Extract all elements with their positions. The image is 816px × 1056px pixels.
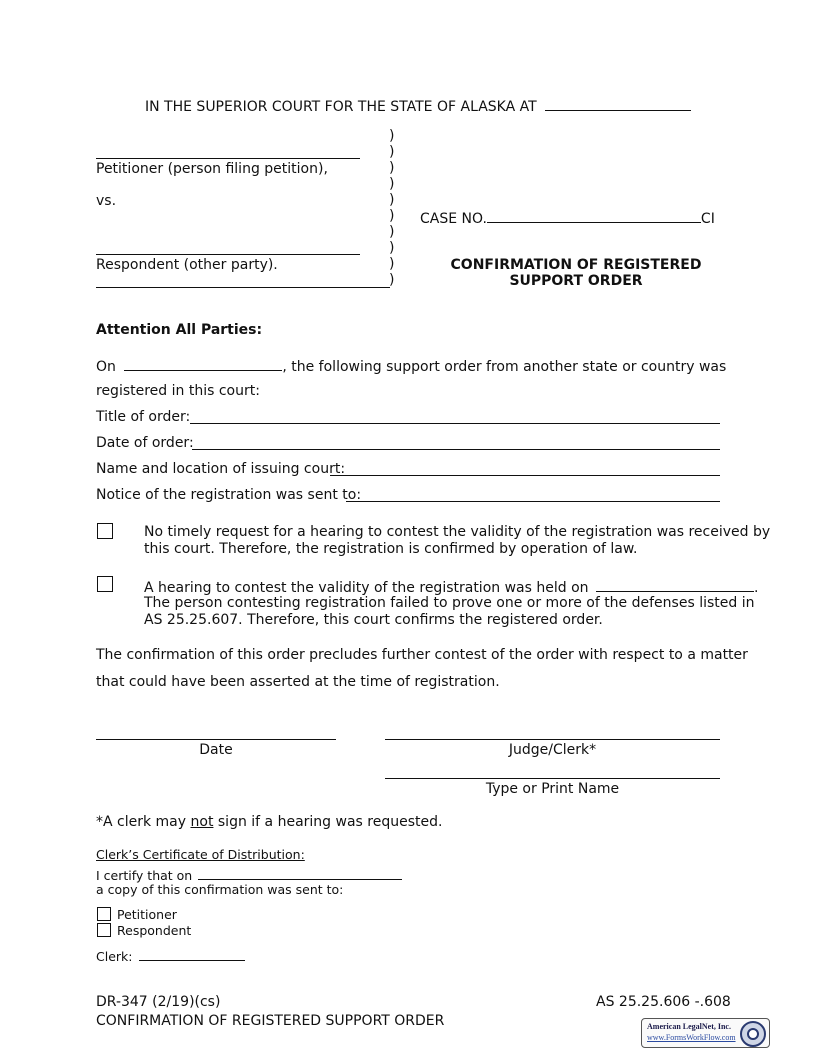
respondent-name-line[interactable]	[96, 254, 360, 255]
date-signature-line[interactable]	[96, 739, 336, 740]
option2-line1-text: A hearing to contest the validity of the registration was held on	[144, 580, 589, 596]
registration-date-field[interactable]	[124, 356, 282, 371]
on-sentence-rest: , the following support order from another state or country was	[282, 359, 727, 375]
option1-line2: this court. Therefore, the registration is confirmed by operation of law.	[144, 541, 638, 557]
issuing-court-field[interactable]	[330, 475, 720, 476]
date-of-order-field[interactable]	[192, 449, 720, 450]
form-title-line2: SUPPORT ORDER	[509, 273, 643, 289]
petitioner-label: Petitioner (person filing petition),	[96, 161, 328, 177]
print-name-label: Type or Print Name	[485, 781, 620, 797]
caption-bottom-line	[96, 287, 390, 288]
court-heading	[145, 96, 691, 116]
case-number-suffix: CI	[700, 211, 715, 227]
form-code: DR-347 (2/19)(cs)	[96, 994, 221, 1010]
caption-paren: )	[389, 176, 395, 192]
date-of-order-label: Date of order:	[96, 435, 194, 451]
copy-sent-label: a copy of this confirmation was sent to:	[96, 882, 344, 897]
respondent-label: Respondent (other party).	[96, 257, 278, 273]
no-hearing-checkbox[interactable]	[97, 523, 113, 539]
registered-text: registered in this court:	[96, 383, 260, 399]
judge-clerk-label: Judge/Clerk*	[508, 742, 597, 758]
certify-date-field[interactable]	[198, 866, 402, 880]
case-number-label: CASE NO.	[420, 211, 487, 227]
option2-period: .	[753, 580, 759, 596]
option1-line1: No timely request for a hearing to contest the validity of the registration was received by	[144, 524, 771, 540]
statute-reference: AS 25.25.606 -.608	[596, 994, 731, 1010]
logo-company-name: American LegalNet, Inc.	[647, 1022, 731, 1031]
publisher-logo[interactable]	[641, 1018, 770, 1048]
case-number	[420, 208, 715, 228]
notice-sent-field[interactable]	[346, 501, 720, 502]
court-heading-text: IN THE SUPERIOR COURT FOR THE STATE OF ALASKA AT	[145, 99, 537, 115]
caption-paren: )	[389, 256, 395, 272]
judge-signature-line[interactable]	[385, 739, 720, 740]
on-label: On	[96, 359, 116, 375]
clerk-signature-field[interactable]	[139, 947, 245, 961]
caption-paren: )	[389, 208, 395, 224]
form-title-line1: CONFIRMATION OF REGISTERED	[450, 257, 702, 273]
caption-paren: )	[389, 272, 395, 288]
option2-line3: AS 25.25.607. Therefore, this court confirms the registered order.	[144, 612, 603, 628]
print-name-line[interactable]	[385, 778, 720, 779]
caption-paren: )	[389, 240, 395, 256]
clerk-note-suffix: sign if a hearing was requested.	[213, 814, 443, 830]
logo-website-link[interactable]: www.FormsWorkFlow.com	[647, 1033, 736, 1042]
clerk-label: Clerk:	[96, 949, 133, 964]
versus-label: vs.	[96, 193, 117, 209]
court-location-field[interactable]	[545, 96, 691, 111]
attention-heading: Attention All Parties:	[96, 322, 263, 338]
issuing-court-label: Name and location of issuing court:	[96, 461, 346, 477]
caption-paren: )	[389, 144, 395, 160]
respondent-checkbox[interactable]	[97, 923, 111, 937]
caption-paren: )	[389, 128, 395, 144]
on-date-sentence	[96, 356, 726, 376]
certify-label: I certify that on	[96, 868, 193, 883]
option2-line1	[144, 577, 758, 597]
form-name-footer: CONFIRMATION OF REGISTERED SUPPORT ORDER	[96, 1013, 445, 1029]
date-label: Date	[199, 742, 233, 758]
caption-paren: )	[389, 224, 395, 240]
confirmation-line1: The confirmation of this order precludes further contest of the order with respect to a matter	[96, 647, 748, 663]
petitioner-option-label: Petitioner	[117, 907, 177, 922]
logo-seal-icon	[740, 1021, 766, 1047]
title-of-order-label: Title of order:	[96, 409, 191, 425]
caption-paren: )	[389, 192, 395, 208]
clerk-note	[96, 814, 442, 831]
petitioner-checkbox[interactable]	[97, 907, 111, 921]
caption-paren: )	[389, 160, 395, 176]
notice-sent-label: Notice of the registration was sent to:	[96, 487, 362, 503]
confirmation-line2: that could have been asserted at the time of registration.	[96, 674, 500, 690]
clerk-signature	[96, 947, 245, 964]
petitioner-name-line[interactable]	[96, 158, 360, 159]
certificate-heading: Clerk’s Certificate of Distribution:	[96, 847, 305, 862]
hearing-date-field[interactable]	[596, 577, 754, 592]
hearing-held-checkbox[interactable]	[97, 576, 113, 592]
title-of-order-field[interactable]	[190, 423, 720, 424]
option2-line2: The person contesting registration failed to prove one or more of the defenses listed in	[144, 595, 755, 611]
clerk-note-prefix: *A clerk may	[96, 814, 191, 830]
certify-line	[96, 866, 402, 883]
clerk-note-not: not	[190, 814, 214, 830]
case-number-field[interactable]	[487, 208, 701, 223]
respondent-option-label: Respondent	[117, 923, 192, 938]
